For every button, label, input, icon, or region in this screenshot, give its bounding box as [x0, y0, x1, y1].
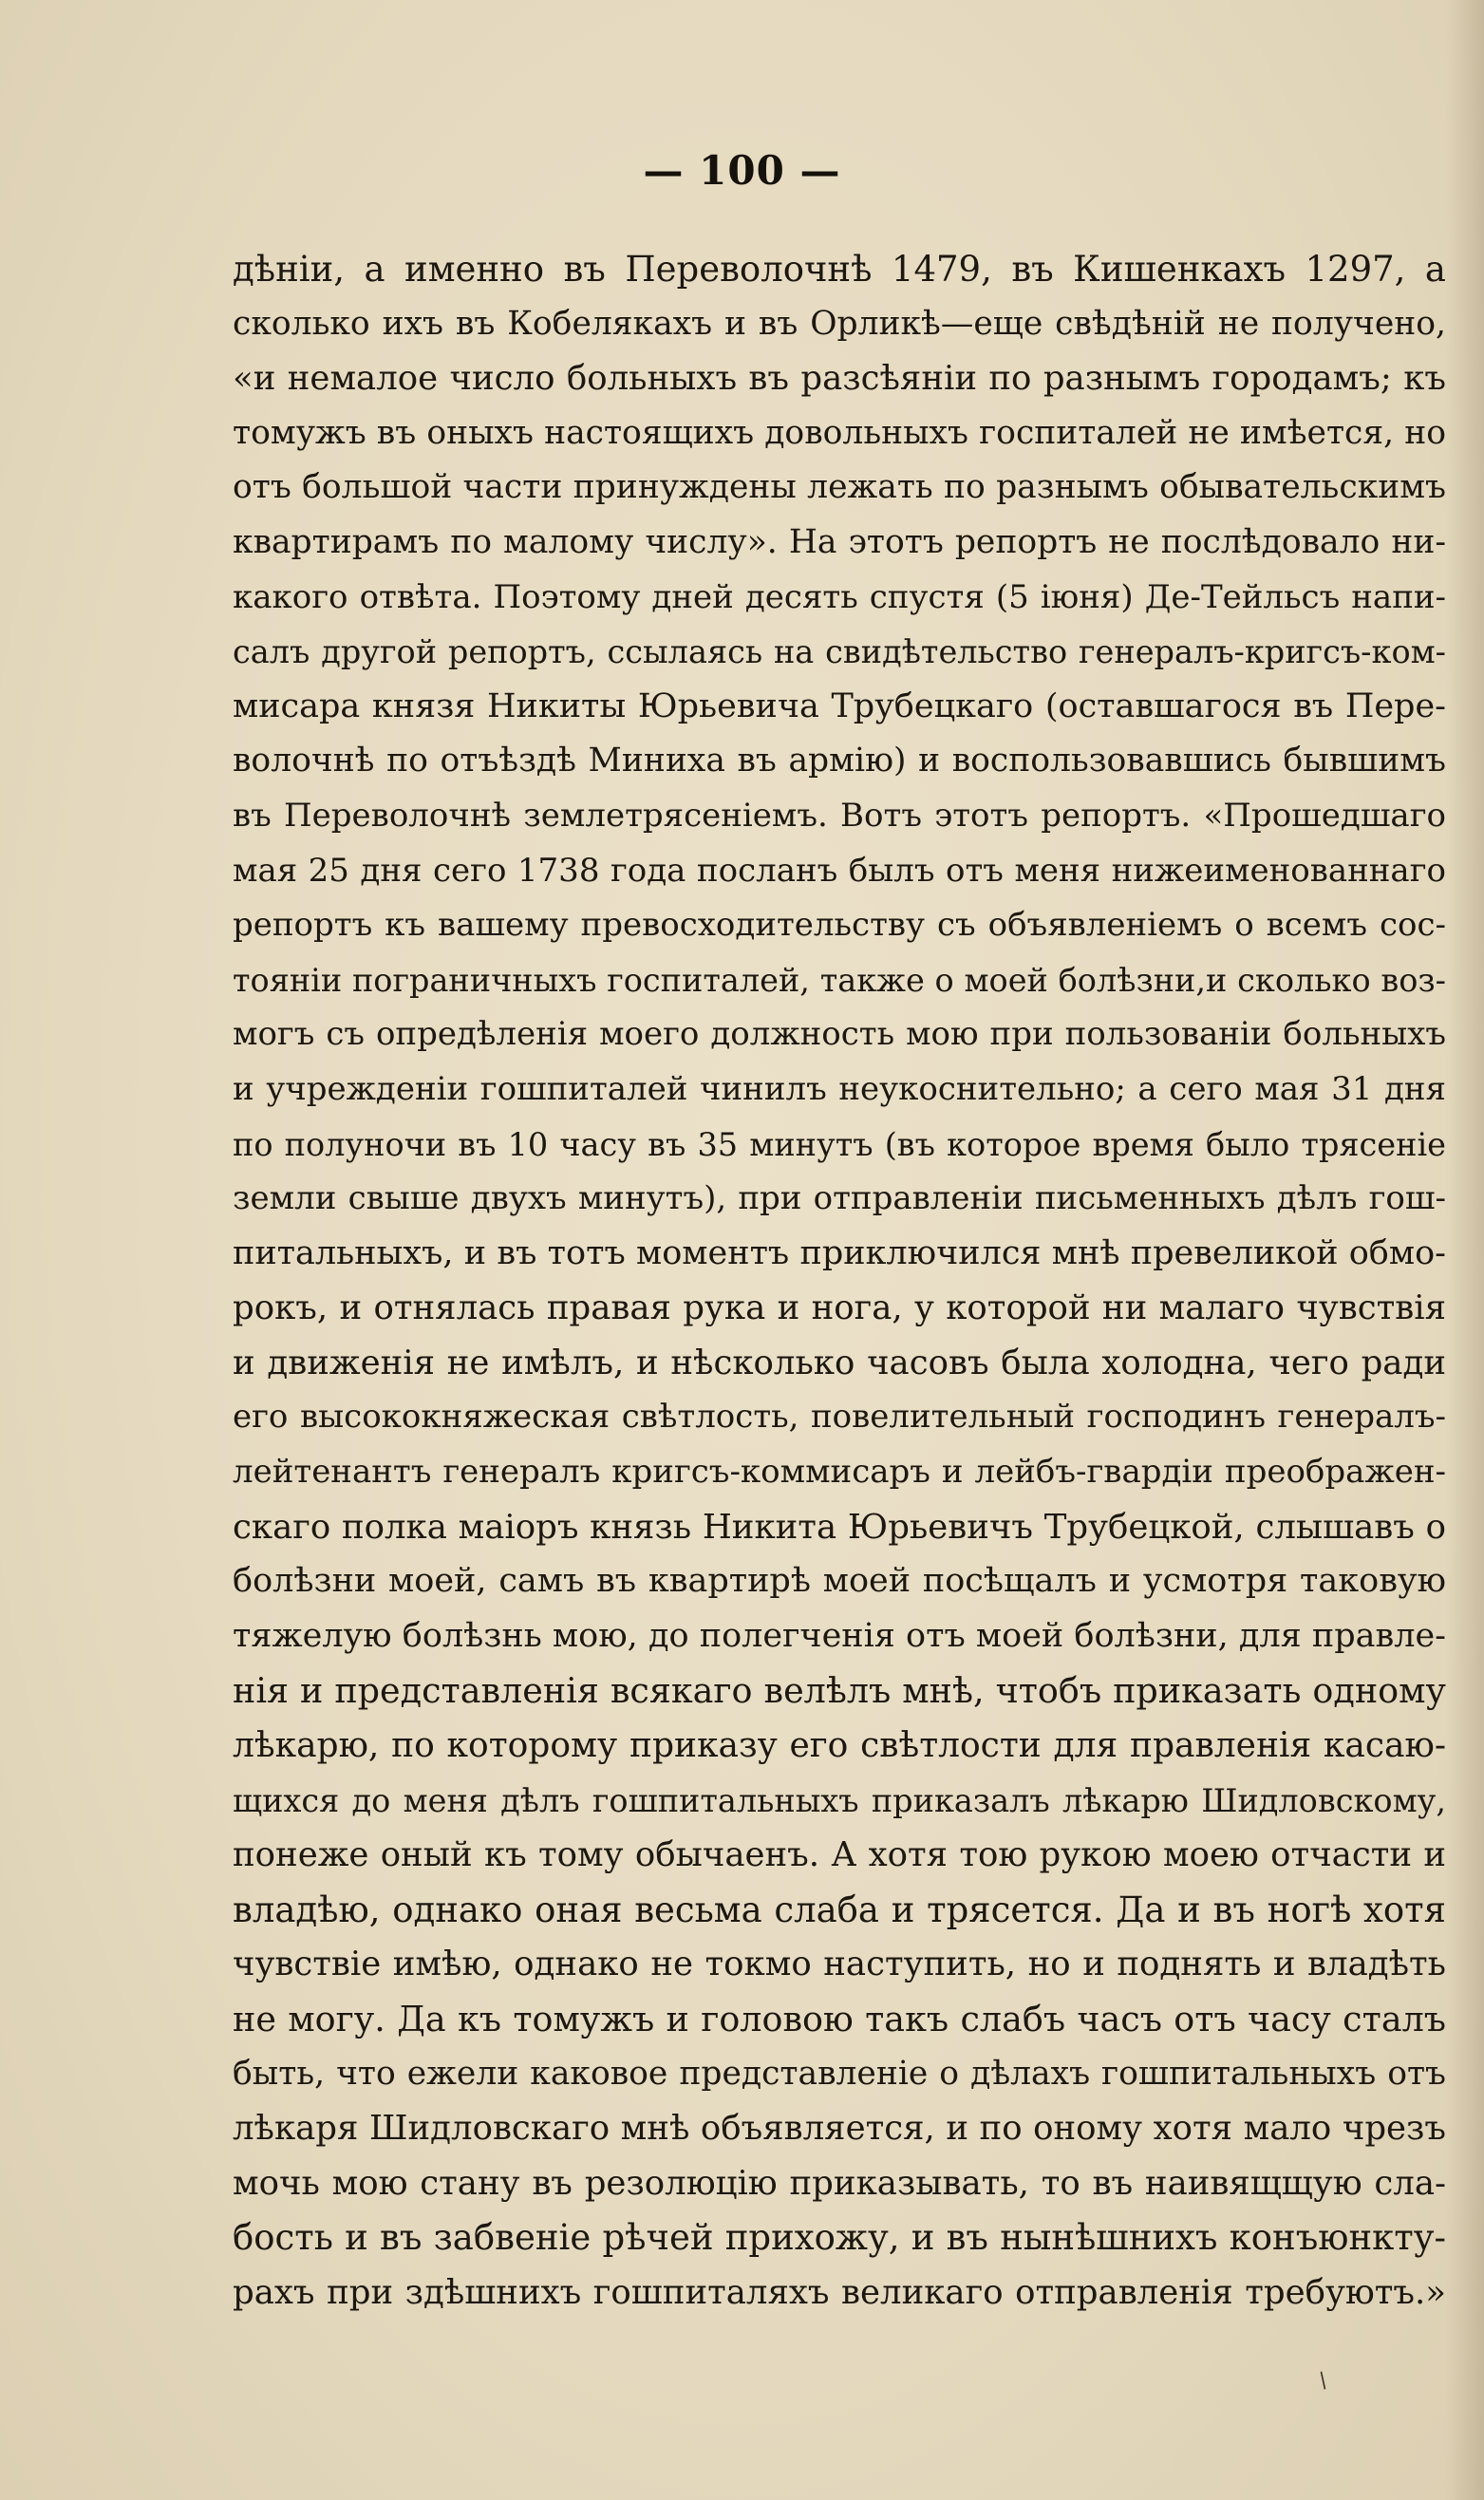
- text-line: нія и представленія всякаго велѣлъ мнѣ, чтобъ приказать одному: [233, 1670, 1446, 1712]
- text-line: мисара князя Никиты Юрьевича Трубецкаго (оставшагося въ Пере-: [233, 686, 1446, 725]
- text-line: репортъ къ вашему превосходительству съ объявленіемъ о всемъ сос-: [233, 906, 1446, 945]
- pencil-mark-icon: /: [1314, 2368, 1333, 2394]
- text-line: тояніи пограничныхъ госпиталей, также о моей болѣзни,и сколько воз-: [233, 961, 1446, 999]
- text-line: волочнѣ по отъѣздѣ Миниха въ армію) и воспользовавшись бывшимъ: [233, 742, 1446, 780]
- text-line: земли свыше двухъ минутъ), при отправленіи письменныхъ дѣлъ гош-: [233, 1179, 1446, 1218]
- text-line: «и немалое число больныхъ въ разсѣяніи по разнымъ городамъ; къ: [233, 359, 1446, 399]
- text-line: мочь мою стану въ резолюцію приказывать, то въ наивящщую сла-: [233, 2163, 1446, 2203]
- text-line: быть, что ежели каковое представленіе о дѣлахъ гошпитальныхъ отъ: [233, 2054, 1446, 2093]
- text-line: чувствіе имѣю, однако не токмо наступить, но и поднять и владѣть: [233, 1945, 1446, 1984]
- text-line: томужъ въ оныхъ настоящихъ довольныхъ госпиталей не имѣется, но: [233, 413, 1446, 452]
- text-line: какого отвѣта. Поэтому дней десять спустя (5 іюня) Де-Тейльсъ напи-: [233, 577, 1446, 616]
- text-line: тяжелую болѣзнь мою, до полегченія отъ моей болѣзни, для правле-: [233, 1616, 1446, 1655]
- text-line: квартирамъ по малому числу». На этотъ репортъ не послѣдовало ни-: [233, 522, 1446, 561]
- text-line: болѣзни моей, самъ въ квартирѣ моей посѣщалъ и усмотря таковую: [233, 1562, 1446, 1601]
- text-line: его высококняжеская свѣтлость, повелительный господинъ генералъ-: [233, 1398, 1446, 1437]
- text-line: щихся до меня дѣлъ гошпитальныхъ приказалъ лѣкарю Шидловскому,: [233, 1781, 1446, 1819]
- text-line: питальныхъ, и въ тотъ моментъ приключился мнѣ превеликой обмо-: [233, 1233, 1446, 1272]
- text-line: въ Переволочнѣ землетрясеніемъ. Вотъ этотъ репортъ. «Прошедшаго: [233, 796, 1446, 835]
- text-line: скаго полка маіоръ князь Никита Юрьевичъ Трубецкой, слышавъ о: [233, 1507, 1446, 1547]
- text-line: отъ большой части принуждены лежать по разнымъ обывательскимъ: [233, 468, 1446, 507]
- text-line: бость и въ забвеніе рѣчей прихожу, и въ нынѣшнихъ конъюнкту-: [233, 2217, 1446, 2259]
- text-line: рахъ при здѣшнихъ гошпиталяхъ великаго отправленія требуютъ.»: [233, 2272, 1446, 2312]
- text-line: мая 25 дня сего 1738 года посланъ былъ отъ меня нижеименованнаго: [233, 851, 1446, 890]
- text-line: понеже оный къ тому обычаенъ. А хотя тою рукою моею отчасти и: [233, 1835, 1446, 1875]
- text-line: и учрежденіи гошпиталей чинилъ неукоснительно; а сего мая 31 дня: [233, 1069, 1446, 1108]
- page-edge-shadow: [1446, 0, 1484, 2500]
- page-number: — 100 —: [643, 147, 841, 194]
- text-line: сколько ихъ въ Кобелякахъ и въ Орликѣ—еще свѣдѣній не получено,: [233, 304, 1446, 343]
- text-line: не могу. Да къ томужъ и головою такъ слабъ часъ отъ часу сталъ: [233, 1999, 1446, 2039]
- text-line: могъ съ опредѣленія моего должность мою при пользованіи больныхъ: [233, 1015, 1446, 1054]
- text-line: лѣкаря Шидловскаго мнѣ объявляется, и по оному хотя мало чрезъ: [233, 2109, 1446, 2149]
- text-line: дѣніи, а именно въ Переволочнѣ 1479, въ Кишенкахъ 1297, а: [233, 249, 1446, 290]
- body-text: [233, 242, 1446, 2321]
- text-line: и движенія не имѣлъ, и нѣсколько часовъ была холодна, чего ради: [233, 1343, 1446, 1382]
- text-line: рокъ, и отнялась правая рука и нога, у которой ни малаго чувствія: [233, 1288, 1446, 1328]
- text-line: салъ другой репортъ, ссылаясь на свидѣтельство генералъ-кригсъ-ком-: [233, 633, 1446, 671]
- text-line: лейтенантъ генералъ кригсъ-коммисаръ и лейбъ-гвардіи преображен-: [233, 1453, 1446, 1492]
- text-line: лѣкарю, по которому приказу его свѣтлости для правленія касаю-: [233, 1726, 1446, 1766]
- text-line: владѣю, однако оная весьма слаба и трясется. Да и въ ногѣ хотя: [233, 1889, 1446, 1930]
- text-line: по полуночи въ 10 часу въ 35 минутъ (въ которое время было трясеніе: [233, 1125, 1446, 1163]
